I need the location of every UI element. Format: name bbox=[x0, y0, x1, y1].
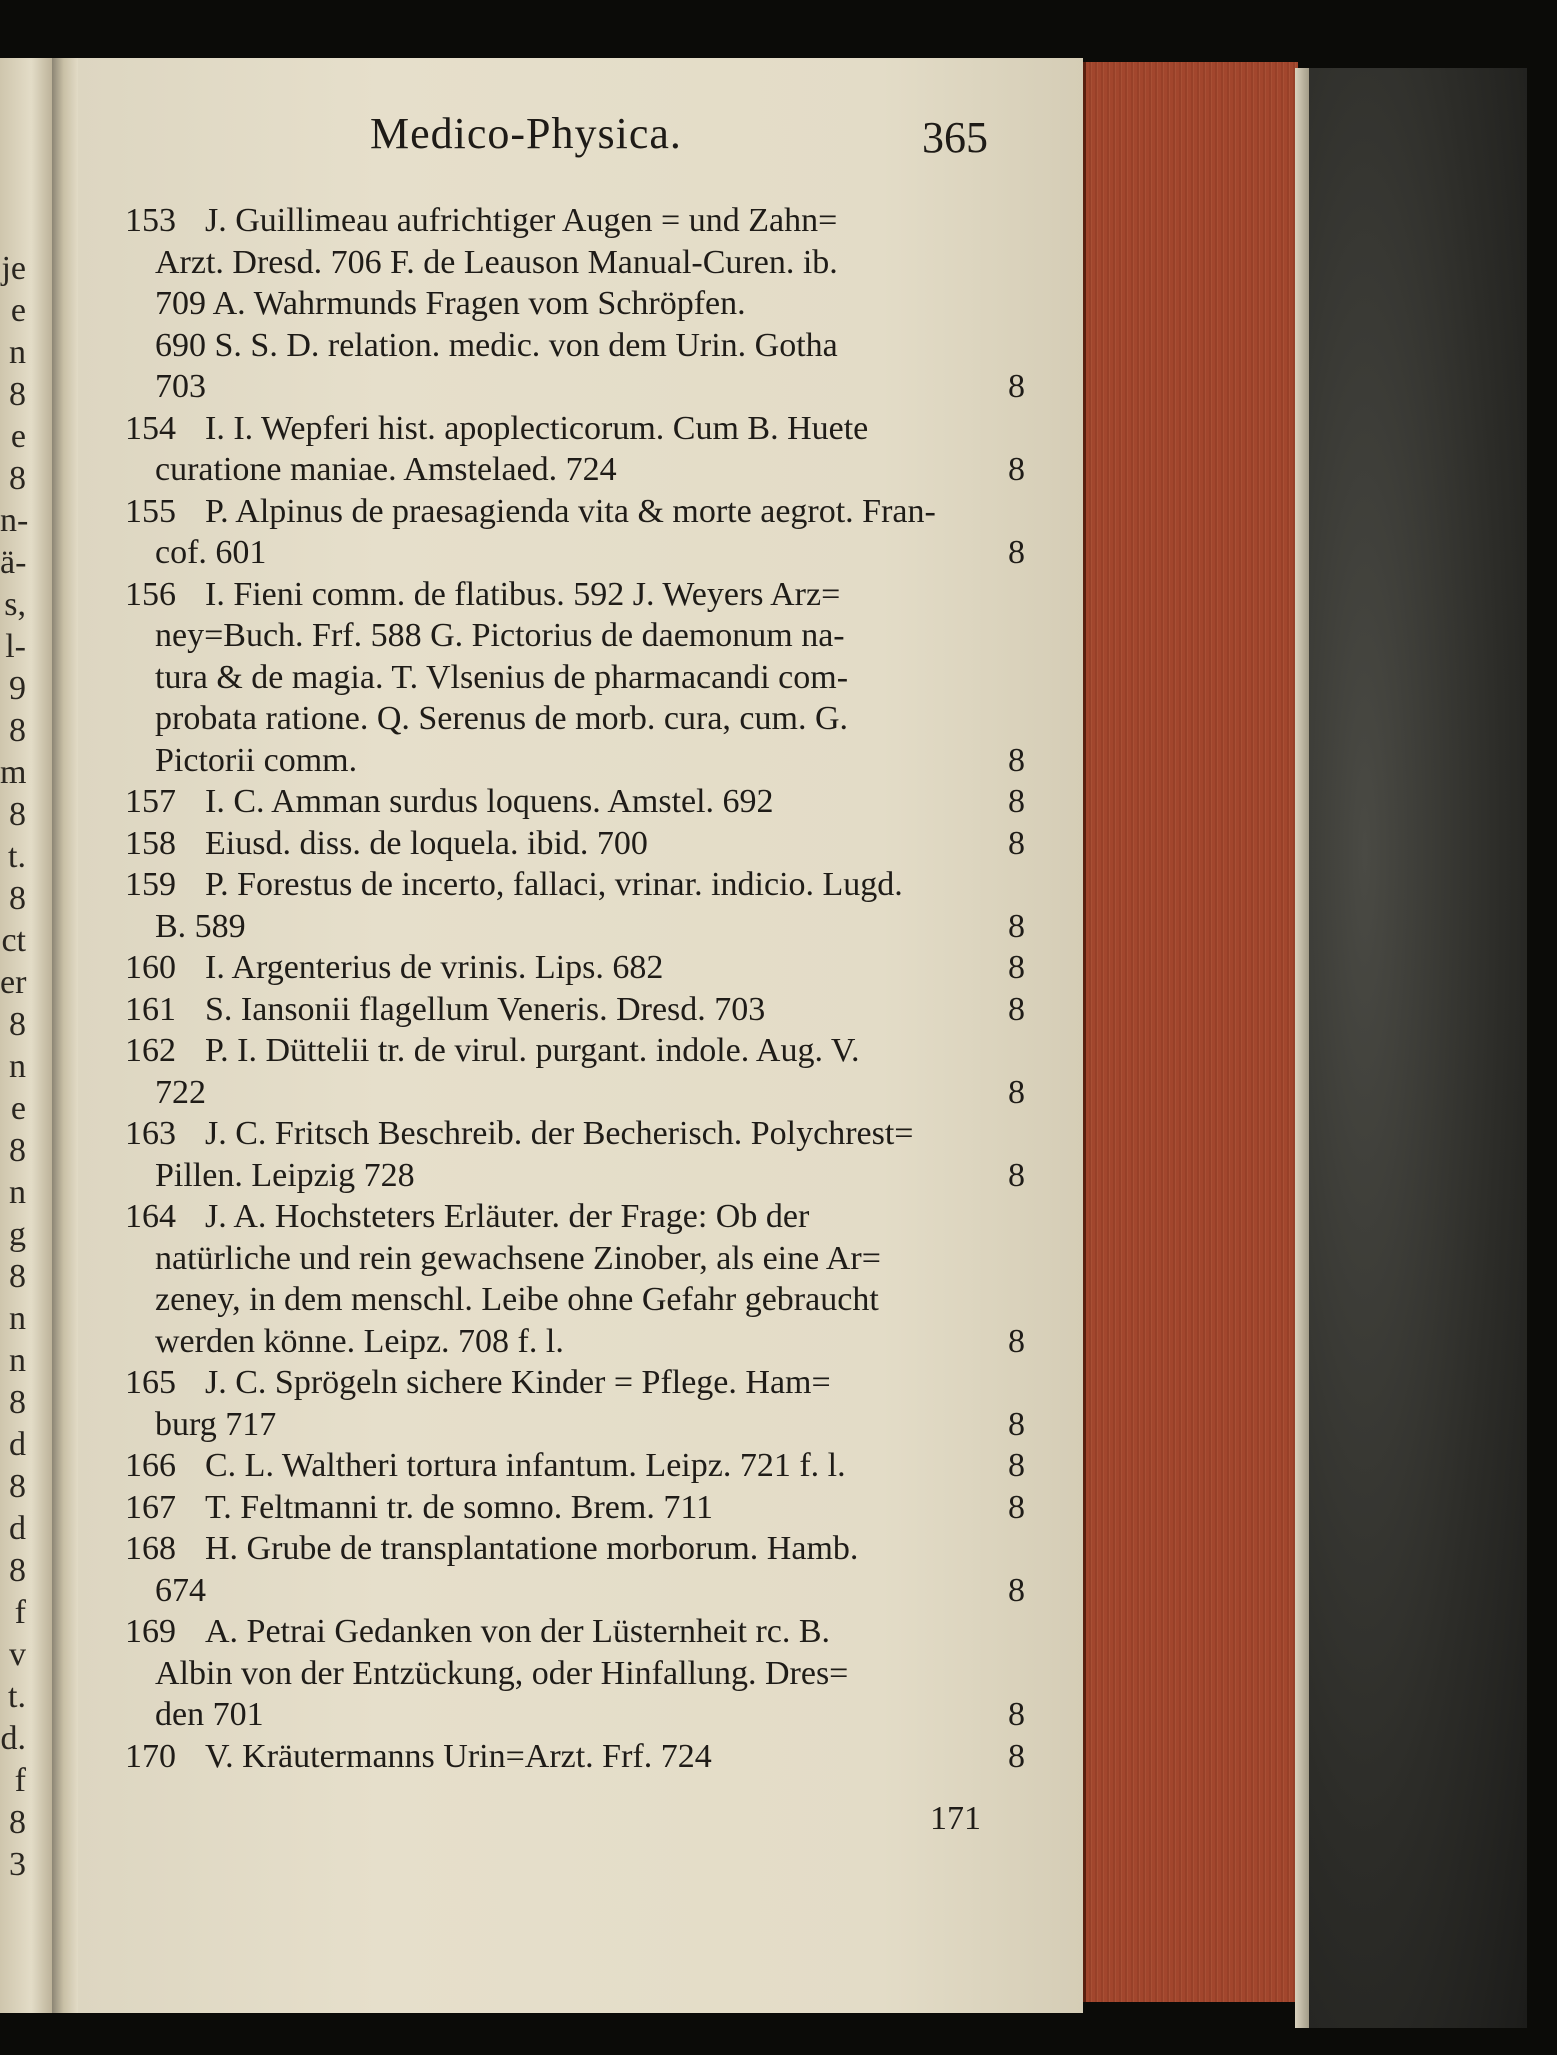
entry-text: Arzt. Dresd. 706 F. de Leauson Manual-Curen. ib. bbox=[155, 243, 838, 281]
entry-line bbox=[125, 1362, 1025, 1404]
entry-format: 8 bbox=[1008, 783, 1025, 820]
entry-line bbox=[125, 1030, 1025, 1072]
entry-number: 167 bbox=[125, 1488, 176, 1526]
entry-number: 163 bbox=[125, 1115, 176, 1152]
marbled-cover-board bbox=[1295, 68, 1527, 2028]
entry-line bbox=[125, 1404, 1025, 1446]
entry-format: 8 bbox=[1008, 824, 1025, 862]
entry-text: burg 717 bbox=[155, 1405, 277, 1443]
entry-text: 722 bbox=[155, 1073, 206, 1111]
entry-text: 703 bbox=[155, 368, 206, 405]
entry-line bbox=[125, 1445, 1025, 1487]
entry-format: 8 bbox=[1008, 741, 1025, 779]
entry-text: J. Guillimeau aufrichtiger Augen = und Zahn= bbox=[205, 202, 838, 239]
entry-text: I. Argenterius de vrinis. Lips. 682 bbox=[205, 949, 664, 986]
entry-line bbox=[125, 698, 1025, 740]
cover-board-edge bbox=[1295, 68, 1309, 2028]
entry-text: Pictorii comm. bbox=[155, 741, 358, 779]
entry-text: Albin von der Entzückung, oder Hinfallung. Dres= bbox=[155, 1654, 849, 1692]
entry-format: 8 bbox=[1008, 990, 1025, 1028]
entry-format: 8 bbox=[1008, 1571, 1025, 1609]
entry-line bbox=[125, 532, 1025, 574]
entry-line bbox=[125, 864, 1025, 906]
entry-text: natürliche und rein gewachsene Zinober, als eine Ar= bbox=[155, 1239, 881, 1277]
entry-line bbox=[125, 823, 1025, 865]
entry-format: 8 bbox=[1008, 451, 1025, 488]
entry-line bbox=[125, 1653, 1025, 1695]
catalogue-entries bbox=[125, 200, 1025, 1777]
entry-text: A. Petrai Gedanken von der Lüsternheit rc. B. bbox=[205, 1613, 831, 1650]
entry-line bbox=[125, 1238, 1025, 1280]
entry-text: T. Feltmanni tr. de somno. Brem. 711 bbox=[205, 1488, 714, 1526]
entry-text: probata ratione. Q. Serenus de morb. cura, cum. G. bbox=[155, 700, 848, 737]
entry-number: 156 bbox=[125, 575, 176, 613]
entry-line bbox=[125, 657, 1025, 699]
entry-text: B. 589 bbox=[155, 907, 246, 945]
entry-format: 8 bbox=[1008, 534, 1025, 571]
entry-text: I. I. Wepferi hist. apoplecticorum. Cum B. Huete bbox=[205, 409, 869, 447]
running-head: Medico-Physica. bbox=[370, 109, 682, 158]
entry-text: den 701 bbox=[155, 1696, 264, 1733]
entry-line bbox=[125, 615, 1025, 657]
entry-format: 8 bbox=[1008, 1405, 1025, 1443]
entry-number: 165 bbox=[125, 1364, 176, 1401]
catchword: 171 bbox=[930, 1800, 981, 1837]
entry-line bbox=[125, 408, 1025, 450]
entry-number: 154 bbox=[125, 409, 176, 447]
entry-number: 159 bbox=[125, 866, 176, 903]
entry-line bbox=[125, 242, 1025, 284]
entry-line bbox=[125, 1196, 1025, 1238]
entry-text: I. C. Amman surdus loquens. Amstel. 692 bbox=[205, 783, 774, 820]
entry-text: cof. 601 bbox=[155, 534, 267, 571]
entry-format: 8 bbox=[1008, 368, 1025, 405]
entry-line bbox=[125, 1487, 1025, 1529]
entry-text: P. Forestus de incerto, fallaci, vrinar. indicio. Lugd. bbox=[205, 866, 903, 903]
entry-number: 166 bbox=[125, 1447, 176, 1484]
red-fore-edge bbox=[1083, 62, 1298, 2002]
entry-text: H. Grube de transplantatione morborum. Hamb. bbox=[205, 1530, 859, 1567]
entry-text: V. Kräutermanns Urin=Arzt. Frf. 724 bbox=[205, 1737, 712, 1775]
entry-text: 690 S. S. D. relation. medic. von dem Urin. Gotha bbox=[155, 326, 838, 364]
entry-line bbox=[125, 1611, 1025, 1653]
entry-text: P. I. Düttelii tr. de virul. purgant. indole. Aug. V. bbox=[205, 1032, 860, 1069]
entry-text: 709 A. Wahrmunds Fragen vom Schröpfen. bbox=[155, 285, 746, 322]
entry-number: 161 bbox=[125, 990, 176, 1028]
entry-text: curatione maniae. Amstelaed. 724 bbox=[155, 451, 617, 488]
entry-format: 8 bbox=[1008, 1488, 1025, 1526]
entry-text: C. L. Waltheri tortura infantum. Leipz. 721 f. l. bbox=[205, 1447, 846, 1484]
entry-text: Eiusd. diss. de loquela. ibid. 700 bbox=[205, 824, 648, 862]
entry-number: 164 bbox=[125, 1198, 176, 1235]
entry-line bbox=[125, 1694, 1025, 1736]
entry-text: werden könne. Leipz. 708 f. l. bbox=[155, 1322, 564, 1360]
entry-text: J. C. Sprögeln sichere Kinder = Pflege. Ham= bbox=[205, 1364, 831, 1401]
entry-number: 170 bbox=[125, 1737, 176, 1775]
entry-text: ney=Buch. Frf. 588 G. Pictorius de daemonum na- bbox=[155, 617, 845, 654]
entry-line bbox=[125, 1736, 1025, 1778]
entry-text: I. Fieni comm. de flatibus. 592 J. Weyers Arz= bbox=[205, 575, 841, 613]
entry-text: J. A. Hochsteters Erläuter. der Frage: Ob der bbox=[205, 1198, 810, 1235]
entry-line bbox=[125, 740, 1025, 782]
entry-number: 153 bbox=[125, 202, 176, 239]
entry-text: Pillen. Leipzig 728 bbox=[155, 1156, 415, 1194]
entry-line bbox=[125, 989, 1025, 1031]
entry-format: 8 bbox=[1008, 1322, 1025, 1360]
entry-line bbox=[125, 906, 1025, 948]
entry-line bbox=[125, 1072, 1025, 1114]
entry-number: 162 bbox=[125, 1032, 176, 1069]
entry-number: 158 bbox=[125, 824, 176, 862]
left-page-fragment-text: je e n 8 e 8 n- ä- s, l- 9 8 m 8 t. 8 ct er 8 n e 8 n g 8 n n 8 d 8 d 8 f v t. d. f 8 3 bbox=[0, 250, 29, 1883]
entry-line bbox=[125, 781, 1025, 823]
entry-format: 8 bbox=[1008, 1737, 1025, 1775]
entry-number: 155 bbox=[125, 492, 176, 530]
entry-line bbox=[125, 449, 1025, 491]
entry-format: 8 bbox=[1008, 1073, 1025, 1111]
entry-format: 8 bbox=[1008, 1696, 1025, 1733]
entry-line bbox=[125, 283, 1025, 325]
entry-text: S. Iansonii flagellum Veneris. Dresd. 703 bbox=[205, 990, 766, 1028]
entry-line bbox=[125, 1113, 1025, 1155]
entry-format: 8 bbox=[1008, 907, 1025, 945]
entry-number: 160 bbox=[125, 949, 176, 986]
entry-line bbox=[125, 491, 1025, 533]
entry-line bbox=[125, 1528, 1025, 1570]
entry-line bbox=[125, 1321, 1025, 1363]
page-number: 365 bbox=[922, 113, 988, 162]
page-header bbox=[370, 108, 1020, 168]
entry-line bbox=[125, 366, 1025, 408]
entry-text: P. Alpinus de praesagienda vita & morte aegrot. Fran- bbox=[205, 492, 936, 530]
entry-number: 157 bbox=[125, 783, 176, 820]
entry-line bbox=[125, 1570, 1025, 1612]
entry-text: 674 bbox=[155, 1571, 206, 1609]
entry-format: 8 bbox=[1008, 1156, 1025, 1194]
entry-text: tura & de magia. T. Vlsenius de pharmacandi com- bbox=[155, 658, 849, 696]
entry-line bbox=[125, 200, 1025, 242]
book-gutter bbox=[52, 58, 78, 2013]
entry-number: 169 bbox=[125, 1613, 176, 1650]
entry-line bbox=[125, 947, 1025, 989]
entry-line bbox=[125, 574, 1025, 616]
entry-format: 8 bbox=[1008, 1447, 1025, 1484]
entry-text: zeney, in dem menschl. Leibe ohne Gefahr gebraucht bbox=[155, 1281, 879, 1318]
entry-format: 8 bbox=[1008, 949, 1025, 986]
left-page-edge bbox=[0, 58, 52, 2013]
entry-line bbox=[125, 1155, 1025, 1197]
entry-text: J. C. Fritsch Beschreib. der Becherisch. Polychrest= bbox=[205, 1115, 914, 1152]
entry-line bbox=[125, 1279, 1025, 1321]
entry-number: 168 bbox=[125, 1530, 176, 1567]
entry-line bbox=[125, 325, 1025, 367]
